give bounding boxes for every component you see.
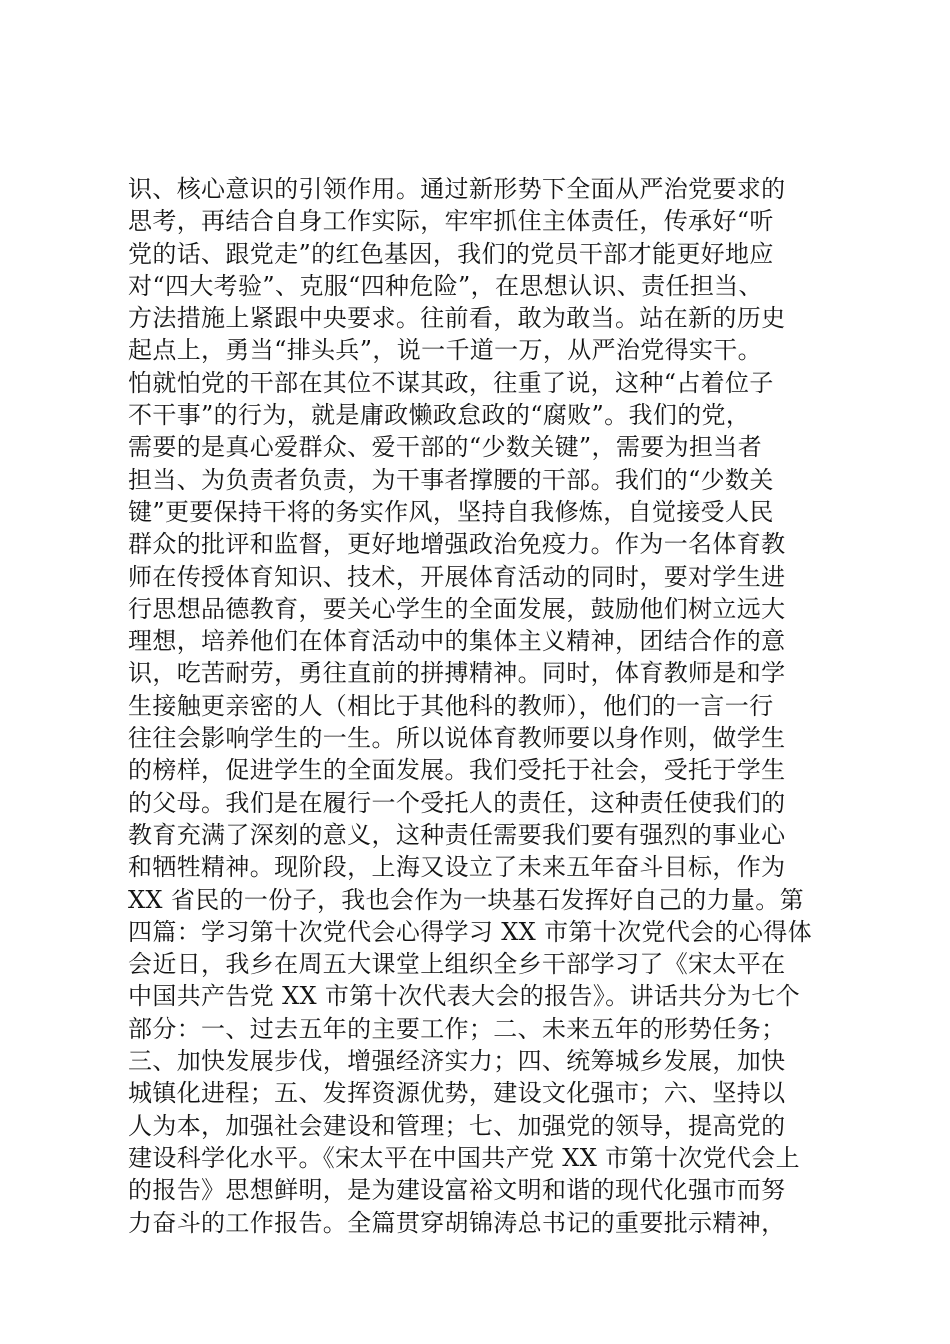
text-line: 生接触更亲密的人（相比于其他科的教师），他们的一言一行: [128, 691, 774, 720]
text-line: 群众的批评和监督，更好地增强政治免疫力。作为一名体育教: [128, 530, 786, 559]
text-line: 需要的是真心爱群众、爱干部的“少数关键”，需要为担当者: [128, 433, 762, 462]
text-line: 行思想品德教育，要关心学生的全面发展，鼓励他们树立远大: [128, 594, 786, 623]
text-line: 和牺牲精神。现阶段，上海又设立了未来五年奋斗目标，作为: [128, 853, 786, 882]
text-line: 识、核心意识的引领作用。通过新形势下全面从严治党要求的: [128, 175, 786, 203]
text-line: 三、加快发展步伐，增强经济实力；四、统筹城乡发展，加快: [128, 1047, 786, 1076]
text-line: 教育充满了深刻的意义，这种责任需要我们要有强烈的事业心: [128, 820, 786, 849]
text-line: 键”更要保持干将的务实作风，坚持自我修炼，自觉接受人民: [128, 497, 774, 526]
text-line: 不干事”的行为，就是庸政懒政怠政的“腐败”。我们的党，: [128, 401, 751, 430]
text-line: 的榜样，促进学生的全面发展。我们受托于社会，受托于学生: [128, 756, 786, 785]
text-line: 怕就怕党的干部在其位不谋其政，往重了说，这种“占着位子: [128, 368, 774, 397]
text-line: 理想，培养他们在体育活动中的集体主义精神，团结合作的意: [128, 627, 786, 656]
text-line: 的报告》思想鲜明，是为建设富裕文明和谐的现代化强市而努: [128, 1176, 786, 1205]
text-line: 中国共产告党 XX 市第十次代表大会的报告》。讲话共分为七个: [128, 982, 800, 1011]
text-line: 起点上，勇当“排头兵”，说一千道一万，从严治党得实干。: [128, 336, 762, 365]
text-line: XX 省民的一份子，我也会作为一块基石发挥好自己的力量。第: [128, 885, 804, 914]
text-line: 会近日，我乡在周五大课堂上组织全乡干部学习了《宋太平在: [128, 950, 786, 979]
text-line: 的父母。我们是在履行一个受托人的责任，这种责任使我们的: [128, 788, 786, 817]
text-line: 人为本，加强社会建设和管理；七、加强党的领导，提高党的: [128, 1111, 786, 1140]
text-line: 方法措施上紧跟中央要求。往前看，敢为敢当。站在新的历史: [128, 304, 786, 333]
text-line: 对“四大考验”、克服“四种危险”，在思想认识、责任担当、: [128, 271, 763, 300]
body-text: [128, 173, 858, 1239]
text-line: 党的话、跟党走”的红色基因，我们的党员干部才能更好地应: [128, 239, 774, 268]
text-line: 师在传授体育知识、技术，开展体育活动的同时，要对学生进: [128, 562, 786, 591]
text-line: 四篇：学习第十次党代会心得学习 XX 市第十次党代会的心得体: [128, 917, 812, 946]
text-line: 建设科学化水平。《宋太平在中国共产党 XX 市第十次党代会上: [128, 1143, 800, 1172]
text-line: 担当、为负责者负责，为干事者撑腰的干部。我们的“少数关: [128, 465, 774, 494]
text-line: 部分：一、过去五年的主要工作；二、未来五年的形势任务；: [128, 1014, 786, 1043]
text-line: 力奋斗的工作报告。全篇贯穿胡锦涛总书记的重要批示精神，: [128, 1208, 786, 1237]
text-line: 往往会影响学生的一生。所以说体育教师要以身作则，做学生: [128, 724, 786, 753]
text-line: 城镇化进程；五、发挥资源优势，建设文化强市；六、坚持以: [128, 1079, 786, 1108]
text-line: 识，吃苦耐劳，勇往直前的拼搏精神。同时，体育教师是和学: [128, 659, 786, 688]
text-line: 思考，再结合自身工作实际，牢牢抓住主体责任，传承好“听: [128, 207, 774, 236]
